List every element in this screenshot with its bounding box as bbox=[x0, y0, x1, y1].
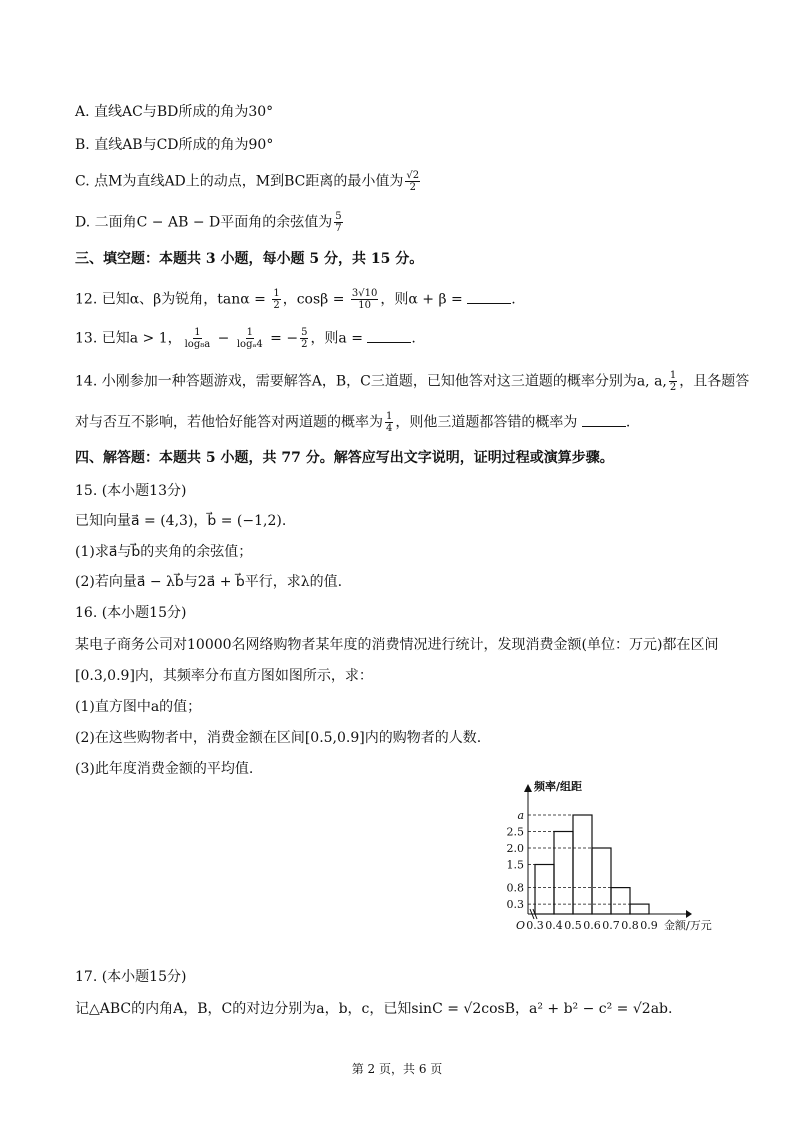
origin-label: O bbox=[516, 919, 526, 932]
q15-part-2: (2)若向量a⃗ − λb⃗与2a⃗ + b⃗平行，求λ的值. bbox=[75, 574, 343, 590]
option-c-text: C. 点M为直线AD上的动点，M到BC距离的最小值为 bbox=[75, 173, 404, 190]
x-tick-label: 0.3 bbox=[526, 919, 544, 932]
q14-line1-suffix: ，且各题答 bbox=[679, 373, 750, 390]
q14-p-num: 1 bbox=[669, 370, 677, 381]
y-axis-arrow bbox=[524, 784, 532, 792]
q16-line-2: [0.3,0.9]内，其频率分布直方图如图所示，求： bbox=[75, 668, 373, 684]
x-tick-label: 0.7 bbox=[602, 919, 620, 932]
y-tick-label: 0.3 bbox=[506, 898, 524, 912]
option-d-numerator: 5 bbox=[335, 211, 342, 222]
page-footer: 第 2 页，共 6 页 bbox=[351, 1062, 443, 1076]
q17-text: 记△ABC的内角A，B，C的对边分别为a，b，c，已知sinC = √2cosB，a² + b² − c² = √2ab. bbox=[75, 1001, 673, 1017]
histogram-bar bbox=[611, 888, 630, 914]
question-14-line-2 bbox=[75, 411, 630, 434]
histogram-bar bbox=[630, 904, 649, 914]
option-c-fraction bbox=[405, 170, 420, 193]
q12-prefix: 12. 已知α、β为锐角，tanα = bbox=[75, 291, 266, 308]
q14-end: . bbox=[625, 414, 631, 431]
q14-q-num: 1 bbox=[386, 411, 393, 422]
q16-head: 16. (本小题15分) bbox=[75, 605, 187, 621]
q13-fraction-2 bbox=[236, 327, 264, 350]
q12-cos-num: 3√10 bbox=[351, 288, 378, 299]
y-tick-label: 2.0 bbox=[506, 842, 524, 855]
option-d bbox=[75, 211, 345, 234]
question-12 bbox=[75, 288, 516, 311]
q13-fraction-3 bbox=[300, 327, 308, 350]
section-3-title: 三、填空题：本题共 3 小题，每小题 5 分，共 15 分。 bbox=[75, 251, 424, 267]
option-c-numerator: √2 bbox=[406, 170, 420, 181]
q13-fraction-1 bbox=[184, 327, 212, 350]
x-tick-label: 0.8 bbox=[621, 919, 639, 932]
question-14-line-1 bbox=[75, 370, 749, 393]
q14-q-fraction bbox=[385, 411, 393, 434]
histogram-bar bbox=[573, 815, 592, 914]
section-4-title: 四、解答题：本题共 5 小题，共 77 分。解答应写出文字说明，证明过程或演算步骤。 bbox=[75, 450, 614, 466]
x-tick-label: 0.6 bbox=[583, 919, 601, 932]
q13-f3-num: 5 bbox=[301, 327, 308, 338]
q13-f3-den: 2 bbox=[301, 339, 308, 350]
q14-line2-suffix: ，则他三道题都答错的概率为 bbox=[395, 414, 578, 431]
q13-minus: − bbox=[217, 330, 230, 347]
option-c bbox=[75, 170, 422, 193]
q14-q-den: 4 bbox=[386, 423, 393, 434]
q13-f1-den: log₈a bbox=[184, 339, 211, 350]
option-d-text: D. 二面角C − AB − D平面角的余弦值为 bbox=[75, 214, 333, 231]
q17-head: 17. (本小题15分) bbox=[75, 969, 187, 985]
y-tick-label: a bbox=[517, 809, 524, 822]
q12-cos-den: 10 bbox=[358, 300, 371, 311]
q15-given: 已知向量a⃗ = (4,3)，b⃗ = (−1,2). bbox=[75, 513, 287, 529]
q13-answer-blank bbox=[367, 330, 411, 343]
option-b: B. 直线AB与CD所成的角为90° bbox=[75, 137, 274, 153]
q12-answer-blank bbox=[467, 291, 511, 304]
q12-tan-fraction bbox=[272, 288, 280, 311]
q13-eq: = − bbox=[270, 330, 299, 347]
histogram-bar bbox=[554, 832, 573, 915]
y-tick-label: 0.8 bbox=[506, 881, 524, 895]
x-axis-arrow bbox=[686, 910, 692, 918]
frequency-histogram bbox=[498, 778, 728, 938]
q12-end: . bbox=[511, 291, 516, 308]
q12-suffix: ，则α + β = bbox=[380, 291, 463, 308]
q14-line2-prefix: 对与否互不影响，若他恰好能答对两道题的概率为 bbox=[75, 414, 383, 431]
y-tick-label: 2.5 bbox=[506, 825, 524, 839]
q13-f2-num: 1 bbox=[246, 327, 253, 338]
q16-line-1: 某电子商务公司对10000名网络购物者某年度的消费情况进行统计，发现消费金额(单位：万元)都在区间 bbox=[75, 637, 719, 653]
q16-part-3: (3)此年度消费金额的平均值. bbox=[75, 761, 254, 777]
q12-tan-den: 2 bbox=[273, 300, 280, 311]
q13-f1-num: 1 bbox=[194, 327, 201, 338]
histogram-bar bbox=[535, 865, 554, 915]
q13-prefix: 13. 已知a > 1， bbox=[75, 330, 182, 347]
question-13 bbox=[75, 327, 416, 350]
y-tick-label: 1.5 bbox=[506, 858, 524, 872]
q16-part-1: (1)直方图中a的值； bbox=[75, 699, 202, 715]
q14-line1-prefix: 14. 小刚参加一种答题游戏，需要解答A，B，C三道题，已知他答对这三道题的概率分别为a, a, bbox=[75, 373, 667, 390]
q14-p-fraction bbox=[669, 370, 677, 393]
option-d-fraction bbox=[334, 211, 342, 234]
y-axis-label: 频率/组距 bbox=[534, 780, 583, 793]
q12-mid: ，cosβ = bbox=[282, 291, 345, 308]
q13-end: . bbox=[411, 330, 416, 347]
q16-part-2: (2)在这些购物者中，消费金额在区间[0.5,0.9]内的购物者的人数. bbox=[75, 730, 482, 746]
q15-head: 15. (本小题13分) bbox=[75, 483, 187, 499]
q13-f2-den: logₐ4 bbox=[236, 339, 263, 350]
option-a: A. 直线AC与BD所成的角为30° bbox=[75, 104, 274, 120]
q12-tan-num: 1 bbox=[273, 288, 280, 299]
x-tick-label: 0.4 bbox=[545, 919, 563, 932]
q15-part-1: (1)求a⃗与b⃗的夹角的余弦值； bbox=[75, 544, 253, 560]
x-tick-label: 0.9 bbox=[640, 919, 658, 932]
q14-answer-blank bbox=[582, 414, 626, 427]
q14-p-den: 2 bbox=[669, 382, 677, 393]
option-d-denominator: 7 bbox=[335, 223, 342, 234]
x-axis-label: 金额/万元 bbox=[664, 919, 712, 932]
option-c-denominator: 2 bbox=[409, 182, 416, 193]
q12-cos-fraction bbox=[351, 288, 378, 311]
q13-suffix: ，则a = bbox=[310, 330, 363, 347]
x-tick-label: 0.5 bbox=[564, 919, 582, 932]
